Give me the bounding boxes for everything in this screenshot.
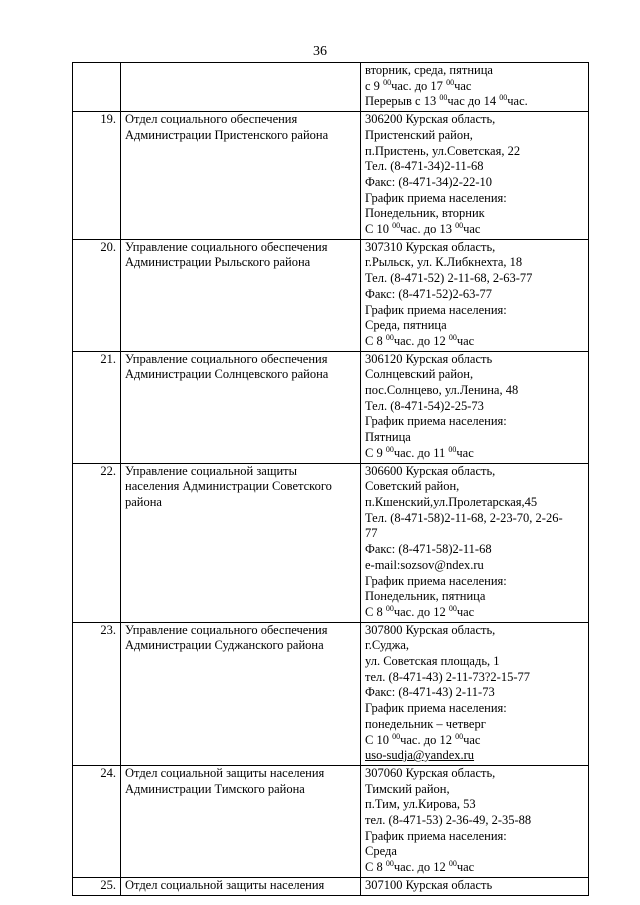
table-row	[73, 463, 589, 622]
contact-line: с 9 $^{00}$час. до 17 $^{00}$час	[365, 77, 472, 93]
department-name-cell	[121, 63, 361, 112]
email-link[interactable]: uso-sudja@yandex.ru	[365, 748, 475, 763]
contact-cell: 306600 Курская область, Советский район, п.Кшенский,ул.Пролетарская,45 Тел. (8-471-58)2-11-68, 2-23-70, 2-26- 77 Факс: (8-471-58)2-11-68 e-mail:sozsov@ndex.ru График приема населения: Понедельник, пятница С 8 $^{00}$час. до 12 $^{00}$час	[361, 463, 589, 622]
row-number-cell: 25.	[73, 877, 121, 895]
contact-cell: 307100 Курская область	[361, 877, 589, 895]
row-number-cell: 22.	[73, 463, 121, 622]
table-row	[73, 112, 589, 240]
table-row	[73, 877, 589, 895]
department-name-cell: Управление социального обеспечения Администрации Суджанского района	[121, 622, 361, 765]
contact-cell: 306200 Курская область, Пристенский район, п.Пристень, ул.Советская, 22 Тел. (8-471-34)2-11-68 Факс: (8-471-34)2-22-10 График приема населения: Понедельник, вторник С 10 $^{00}$час. до 13 $^{00}$час	[361, 112, 589, 240]
row-number-cell: 24.	[73, 765, 121, 877]
table-row	[73, 239, 589, 351]
contact-cell: 307800 Курская область, г.Суджа, ул. Советская площадь, 1 тел. (8-471-43) 2-11-73?2-15-77 Факс: (8-471-43) 2-11-73 График приема населения: понедельник – четверг С 10 $^{00}$час. до 12 $^{00}$час uso-sudja@yandex.ru	[361, 622, 589, 765]
row-number-cell	[73, 63, 121, 112]
table-row	[73, 765, 589, 877]
contact-cell: 307060 Курская область, Тимский район, п.Тим, ул.Кирова, 53 тел. (8-471-53) 2-36-49, 2-35-88 График приема населения: Среда С 8 $^{00}$час. до 12 $^{00}$час	[361, 765, 589, 877]
contact-line: Перерыв с 13 $^{00}$час до 14 $^{00}$час.	[365, 93, 528, 109]
department-name-cell: Отдел социального обеспечения Администрации Пристенского района	[121, 112, 361, 240]
contact-cell: 307310 Курская область, г.Рыльск, ул. К.Либкнехта, 18 Тел. (8-471-52) 2-11-68, 2-63-77 Факс: (8-471-52)2-63-77 График приема населения: Среда, пятница С 8 $^{00}$час. до 12 $^{00}$час	[361, 239, 589, 351]
contact-line: вторник, среда, пятница	[365, 63, 493, 77]
social-departments-table	[72, 62, 589, 896]
row-number-cell: 23.	[73, 622, 121, 765]
contact-cell	[361, 63, 589, 112]
department-name-cell: Управление социальной защиты населения Администрации Советского района	[121, 463, 361, 622]
table-row	[73, 351, 589, 463]
page-number: 36	[313, 44, 327, 59]
row-number-cell: 20.	[73, 239, 121, 351]
department-name-cell: Управление социального обеспечения Администрации Рыльского района	[121, 239, 361, 351]
table-row	[73, 622, 589, 765]
table-row	[73, 63, 589, 112]
row-number-cell: 21.	[73, 351, 121, 463]
department-name-cell: Управление социального обеспечения Администрации Солнцевского района	[121, 351, 361, 463]
row-number-cell: 19.	[73, 112, 121, 240]
department-name-cell: Отдел социальной защиты населения	[121, 877, 361, 895]
contact-cell: 306120 Курская область Солнцевский район, пос.Солнцево, ул.Ленина, 48 Тел. (8-471-54)2-25-73 График приема населения: Пятница С 9 $^{00}$час. до 11 $^{00}$час	[361, 351, 589, 463]
department-name-cell: Отдел социальной защиты населения Администрации Тимского района	[121, 765, 361, 877]
